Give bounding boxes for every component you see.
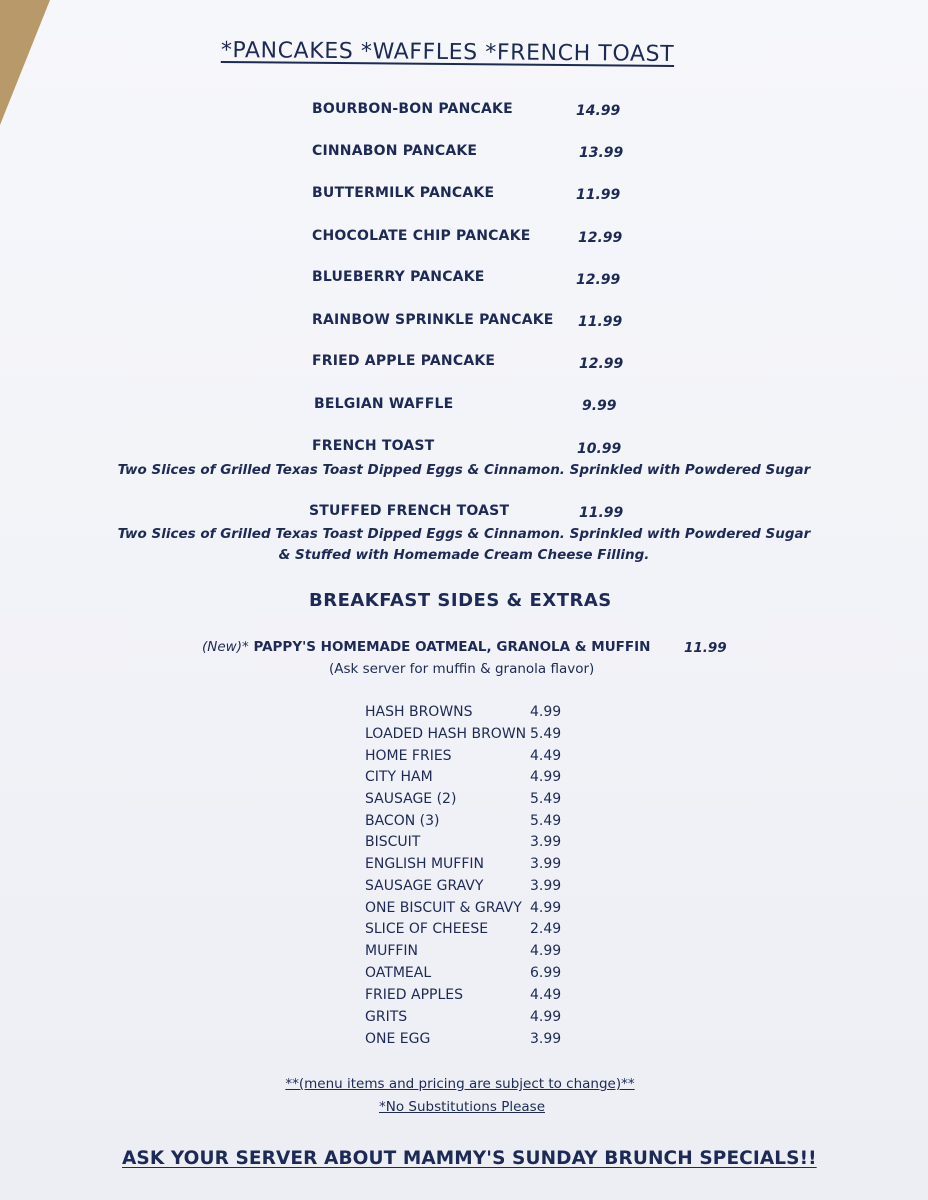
footer-banner: ASK YOUR SERVER ABOUT MAMMY'S SUNDAY BRUNCH SPECIALS!!	[122, 1148, 817, 1169]
side-item-price: 6.99	[530, 965, 562, 981]
section-title: BREAKFAST SIDES & EXTRAS	[309, 590, 612, 611]
menu-item-price: 11.99	[576, 187, 621, 203]
featured-name: PAPPY'S HOMEMADE OATMEAL, GRANOLA & MUFFIN	[253, 639, 651, 655]
side-item-name: OATMEAL	[365, 965, 432, 981]
side-item-name: SAUSAGE GRAVY	[365, 878, 484, 894]
side-item-price: 3.99	[530, 834, 562, 850]
menu-item-description: & Stuffed with Homemade Cream Cheese Filling.	[278, 547, 650, 563]
side-item-price: 3.99	[530, 878, 562, 894]
menu-item-price: 13.99	[579, 145, 624, 161]
table-corner	[0, 0, 50, 125]
menu-item-name: BUTTERMILK PANCAKE	[312, 185, 495, 201]
side-item-price: 3.99	[530, 1031, 562, 1047]
side-item-price: 4.99	[530, 769, 562, 785]
side-item-price: 5.49	[530, 726, 562, 742]
side-item-name: ONE EGG	[365, 1031, 431, 1047]
side-item-price: 3.99	[530, 856, 562, 872]
menu-item-price: 12.99	[576, 272, 621, 288]
menu-item-price: 12.99	[579, 356, 624, 372]
side-item-price: 4.49	[530, 987, 562, 1003]
menu-item-price: 9.99	[582, 398, 617, 414]
menu-item-name: BELGIAN WAFFLE	[314, 396, 454, 412]
menu-item-name: CHOCOLATE CHIP PANCAKE	[312, 228, 531, 244]
side-item-name: HOME FRIES	[365, 748, 452, 764]
side-item-price: 4.99	[530, 1009, 562, 1025]
menu-item-price: 14.99	[576, 103, 621, 119]
featured-note: (Ask server for muffin & granola flavor)	[329, 661, 595, 677]
menu-item-price: 11.99	[579, 505, 624, 521]
featured-prefix: (New)*	[202, 639, 249, 655]
substitution-note: *No Substitutions Please	[378, 1099, 545, 1115]
menu-title: *PANCAKES *WAFFLES *FRENCH TOAST	[220, 38, 675, 67]
side-item-name: MUFFIN	[365, 943, 419, 959]
side-item-name: BISCUIT	[365, 834, 421, 850]
menu-item-price: 10.99	[577, 441, 622, 457]
side-item-price: 4.99	[530, 943, 562, 959]
menu-item-name: BLUEBERRY PANCAKE	[312, 269, 485, 285]
menu-item-name: FRIED APPLE PANCAKE	[312, 353, 496, 369]
side-item-name: HASH BROWNS	[365, 704, 473, 720]
menu-item-name: CINNABON PANCAKE	[312, 143, 478, 159]
side-item-price: 4.49	[530, 748, 562, 764]
menu-item-name: BOURBON-BON PANCAKE	[312, 101, 513, 117]
side-item-name: BACON (3)	[365, 813, 440, 829]
side-item-name: ONE BISCUIT & GRAVY	[365, 900, 522, 916]
side-item-name: CITY HAM	[365, 769, 433, 785]
side-item-name: FRIED APPLES	[365, 987, 463, 1003]
side-item-price: 4.99	[530, 704, 562, 720]
featured-price: 11.99	[684, 640, 727, 656]
side-item-name: SAUSAGE (2)	[365, 791, 457, 807]
menu-item-description: Two Slices of Grilled Texas Toast Dipped Eggs & Cinnamon. Sprinkled with Powdered Sugar	[117, 462, 811, 478]
side-item-price: 5.49	[530, 813, 562, 829]
side-item-name: GRITS	[365, 1009, 408, 1025]
menu-item-name: FRENCH TOAST	[312, 438, 435, 454]
menu-item-price: 11.99	[578, 314, 623, 330]
side-item-name: ENGLISH MUFFIN	[365, 856, 484, 872]
menu-item-name: RAINBOW SPRINKLE PANCAKE	[312, 312, 554, 328]
side-item-price: 2.49	[530, 921, 562, 937]
side-item-price: 5.49	[530, 791, 562, 807]
side-item-name: SLICE OF CHEESE	[365, 921, 489, 937]
featured-item	[202, 639, 650, 655]
pricing-note: **(menu items and pricing are subject to change)**	[285, 1076, 635, 1092]
side-item-name: LOADED HASH BROWN	[365, 726, 527, 742]
menu-item-description: Two Slices of Grilled Texas Toast Dipped Eggs & Cinnamon. Sprinkled with Powdered Sugar	[117, 526, 811, 542]
menu-item-price: 12.99	[578, 230, 623, 246]
menu-item-name: STUFFED FRENCH TOAST	[309, 503, 510, 519]
side-item-price: 4.99	[530, 900, 562, 916]
